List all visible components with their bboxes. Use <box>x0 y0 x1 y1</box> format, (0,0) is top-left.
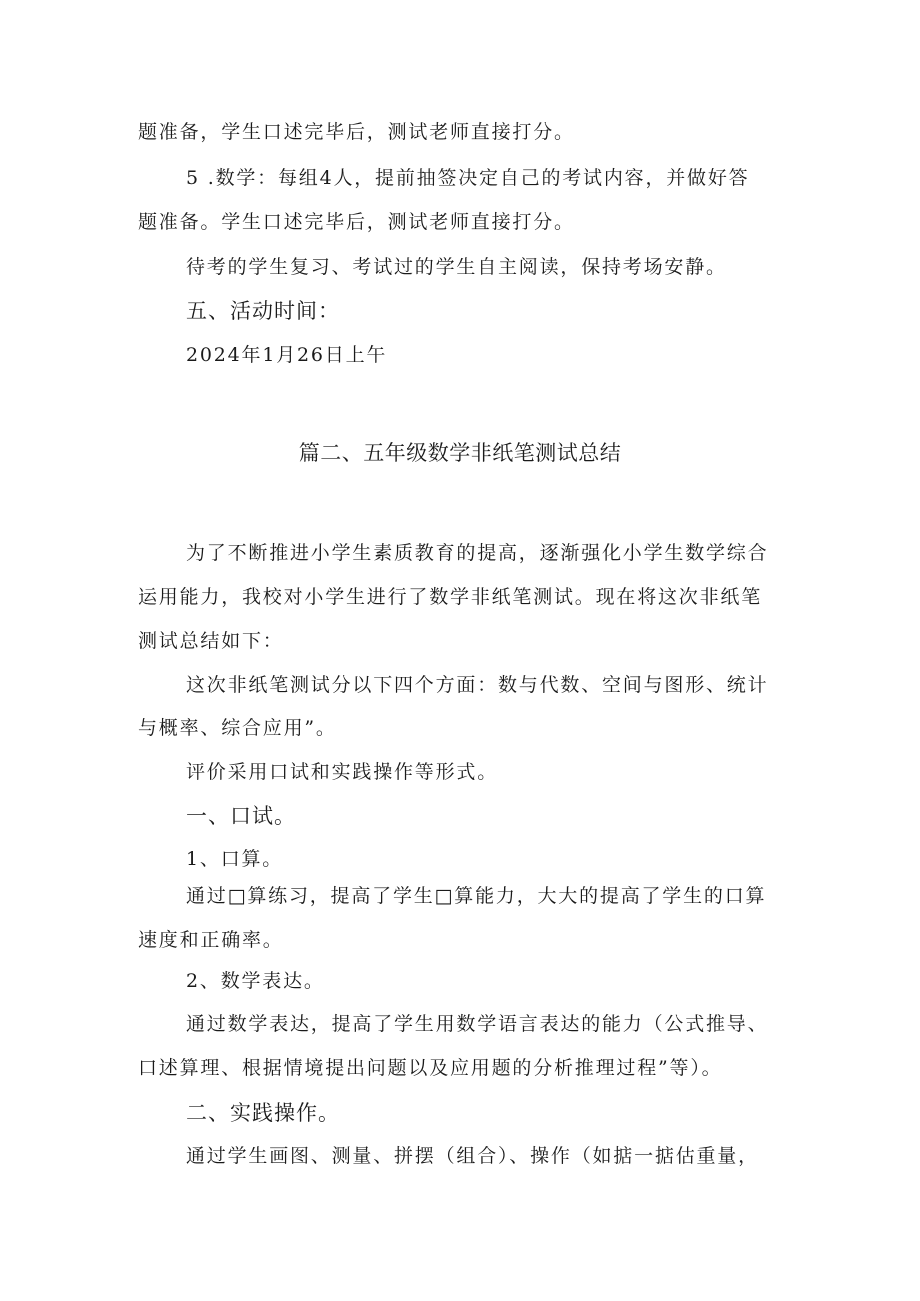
section-heading: 一、口试。 <box>186 804 296 828</box>
text-line: 1、口算。 <box>186 848 284 870</box>
text-line: 5 .数学：每组4人，提前抽签决定自己的考试内容，并做好答 <box>186 167 750 189</box>
page-title: 篇二、五年级数学非纸笔测试总结 <box>298 441 622 465</box>
text-line: 通过学生画图、测量、拼摆（组合）、操作（如掂一掂估重量， <box>186 1145 759 1167</box>
text-line: 2024年1月26日上午 <box>186 344 388 366</box>
text-line: 2、数学表达。 <box>186 970 325 992</box>
text-line: 为了不断推进小学生素质教育的提高，逐渐强化小学生数学综合 <box>186 542 769 564</box>
text-line: 与概率、综合应用”。 <box>138 717 337 739</box>
text-line: 待考的学生复习、考试过的学生自主阅读，保持考场安静。 <box>186 256 727 278</box>
text-line: 题准备。学生口述完毕后，测试老师直接打分。 <box>138 211 575 233</box>
text-line: 这次非纸笔测试分以下四个方面：数与代数、空间与图形、统计 <box>186 674 769 696</box>
text-line: 题准备，学生口述完毕后，测试老师直接打分。 <box>138 121 575 143</box>
text-line: 测试总结如下： <box>138 630 284 652</box>
text-line: 通过□算练习，提高了学生□算能力，大大的提高了学生的口算 <box>186 885 767 907</box>
text-line: 通过数学表达，提高了学生用数学语言表达的能力（公式推导、 <box>186 1013 769 1035</box>
text-line: 口述算理、根据情境提出问题以及应用题的分析推理过程”等）。 <box>138 1057 723 1079</box>
text-line: 运用能力，我校对小学生进行了数学非纸笔测试。现在将这次非纸笔 <box>138 586 763 608</box>
text-line: 速度和正确率。 <box>138 929 284 951</box>
section-heading: 二、实践操作。 <box>186 1101 340 1125</box>
section-heading: 五、活动时间： <box>186 299 340 323</box>
text-line: 评价采用口试和实践操作等形式。 <box>186 761 499 783</box>
